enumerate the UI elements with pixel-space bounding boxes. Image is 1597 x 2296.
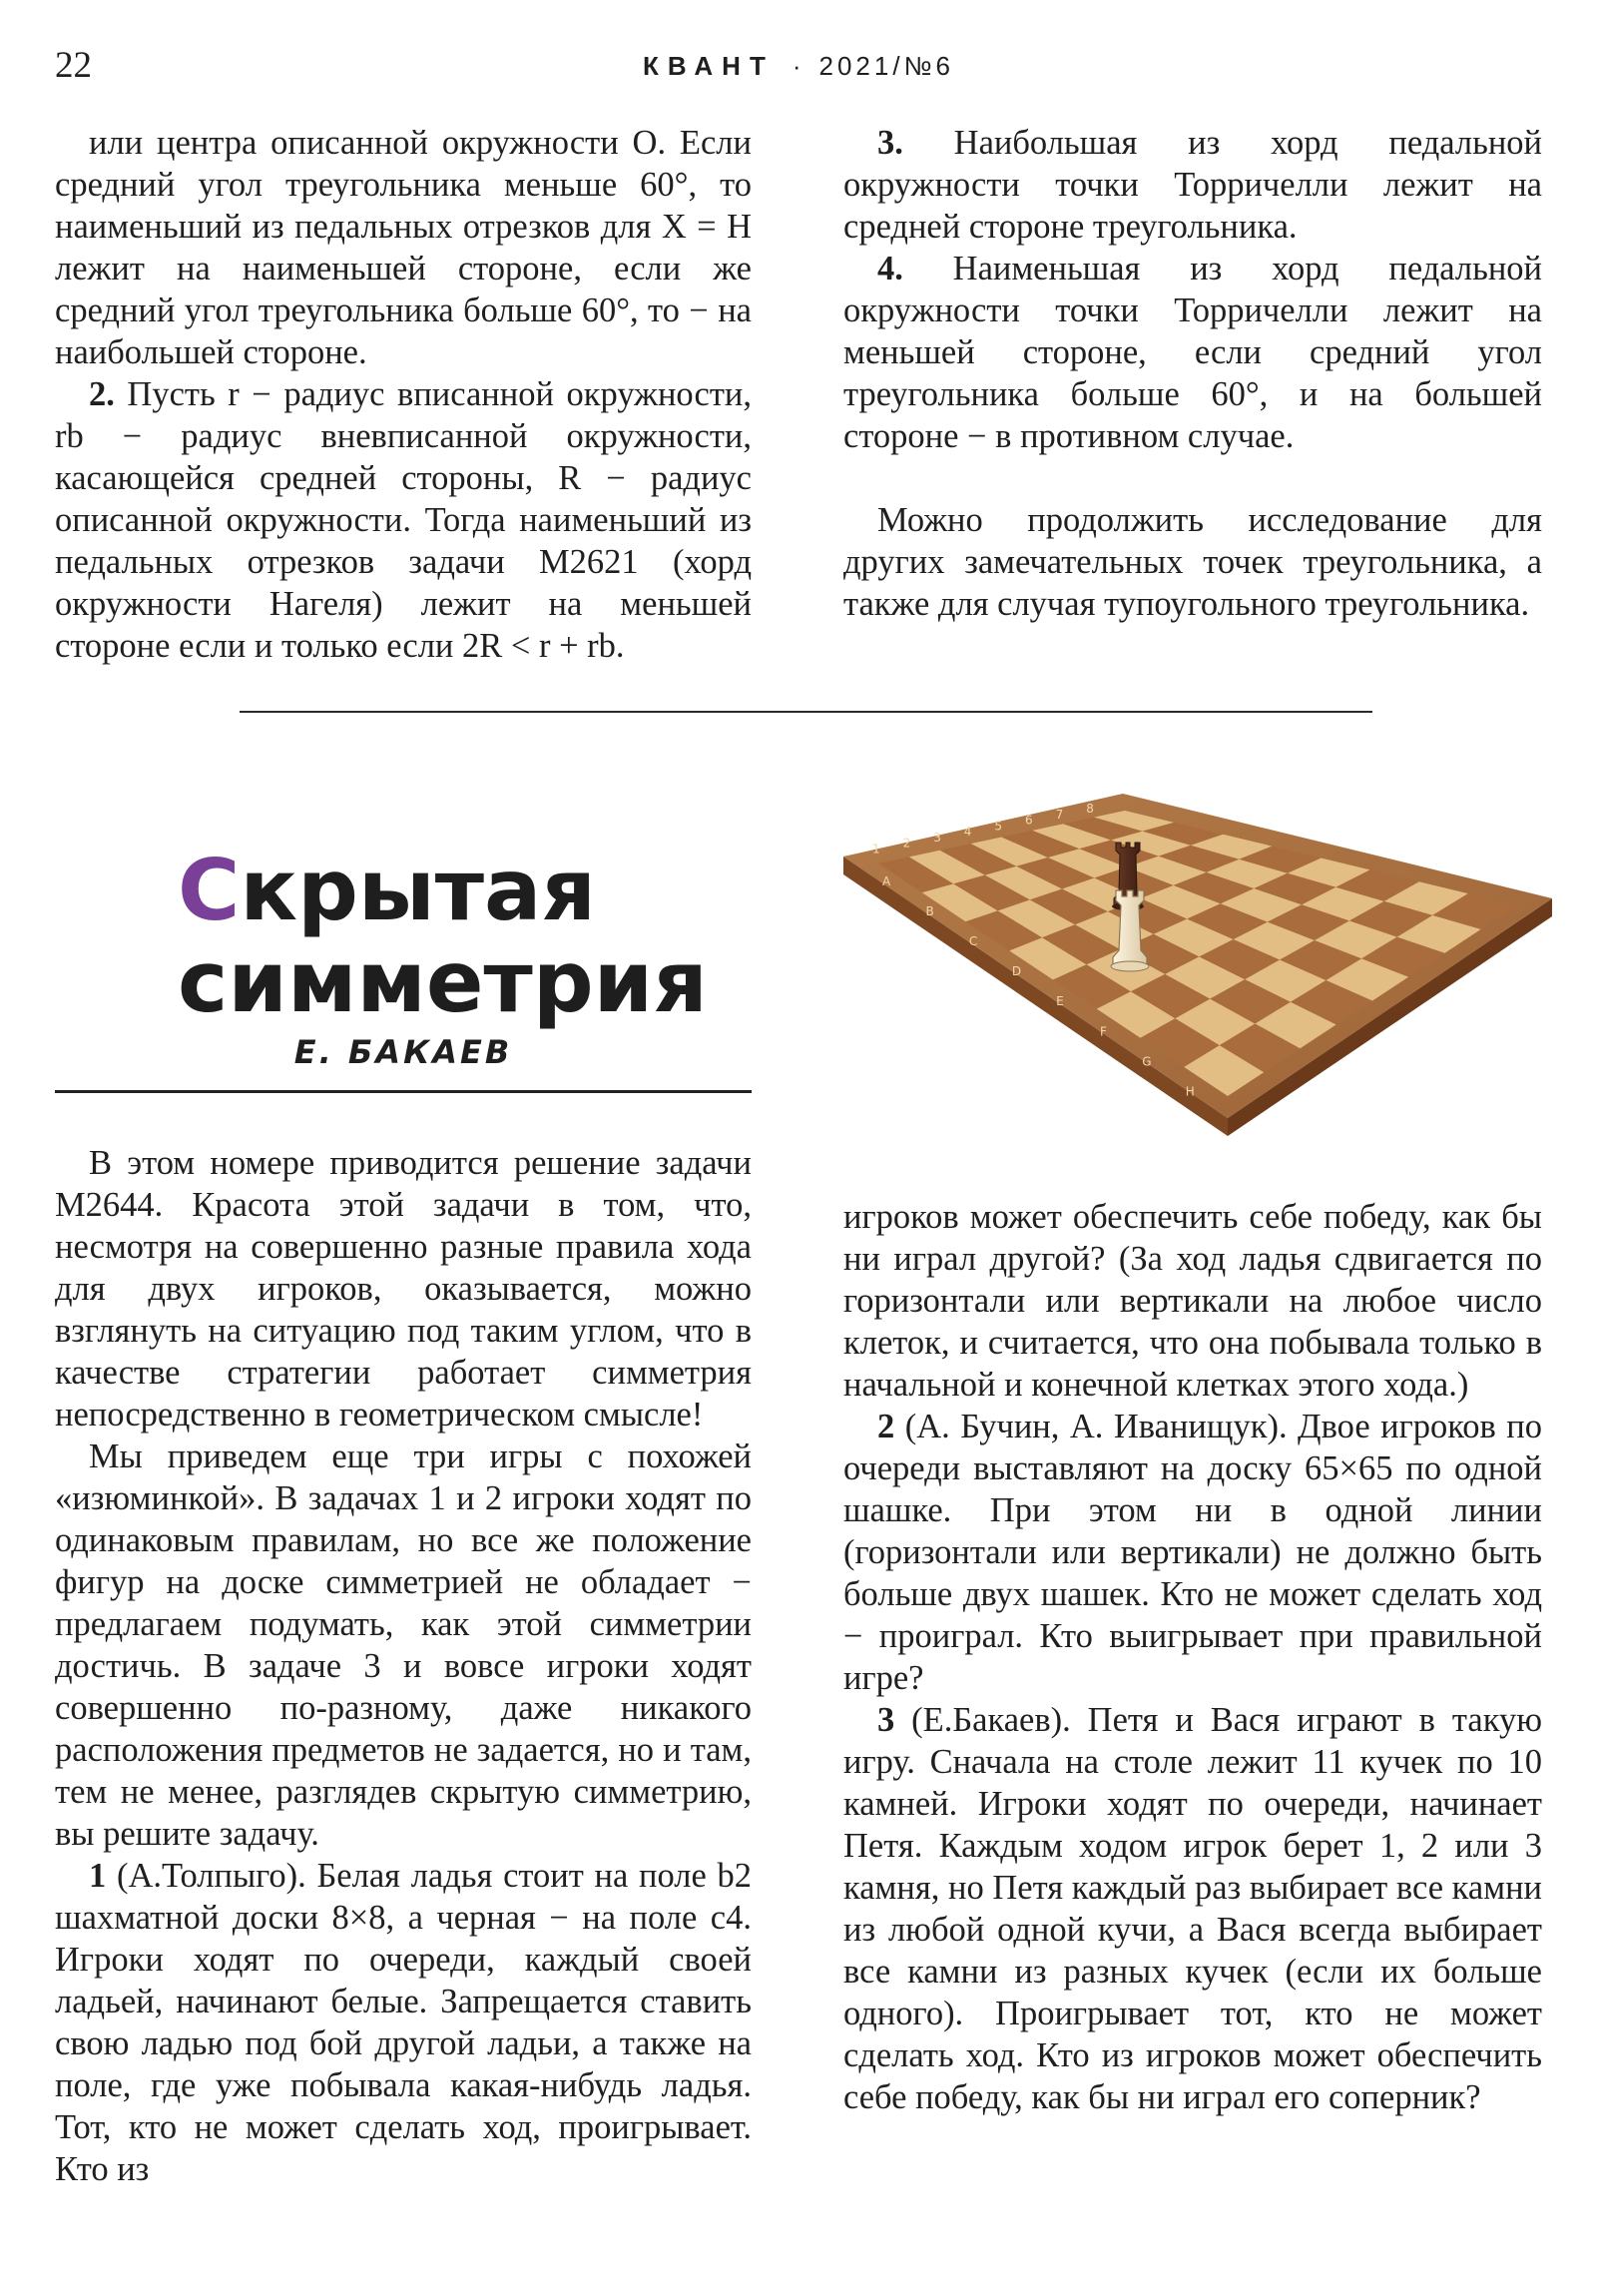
file-label: C — [968, 934, 978, 949]
article-column-left — [55, 1142, 752, 2190]
title-line-1: крытая — [240, 841, 596, 940]
running-header — [0, 44, 1597, 88]
previous-article-column-right — [843, 122, 1542, 625]
chessboard-image — [838, 789, 1557, 1168]
item-number: 2. — [89, 375, 115, 413]
file-label: D — [1011, 964, 1022, 979]
paragraph: или центра описанной окружности O. Если средний угол треугольника меньше 60°, то наименьший из педальных отрезков для X = H лежит на наименьшей стороне, если же средний угол треугольника больше 60°, то − на наибольшей стороне. — [55, 124, 752, 371]
section-divider — [240, 711, 1372, 713]
title-line-2: симметрия — [178, 932, 708, 1032]
paragraph-text: Пусть r − радиус вписанной окружности, rb − радиус вневписанной окружности, касающейся средней стороны, R − радиус описанной окружности. Тогда наименьший из педальных отрезков задачи М2621 (хорд окружности Нагеля) лежит на меньшей стороне если и только если 2R < r + rb. — [55, 375, 752, 665]
paragraph-text: Наибольшая из хорд педальной окружности точки Торричелли лежит на средней стороне треугольника. — [843, 124, 1542, 246]
page-number: 22 — [55, 45, 92, 86]
file-label: E — [1056, 994, 1064, 1009]
journal-issue-line — [0, 48, 1597, 84]
item-number: 4. — [877, 250, 903, 287]
rank-label: 2 — [902, 836, 911, 851]
paragraph-text: (А.Толпыго). Белая ладья стоит на поле b2 шахматной доски 8×8, а черная − на поле c4. Игроки ходят по очереди, каждый своей ладьей, начинают белые. Запрещается ставить свою ладью под бой другой ладьи, а также на поле, где уже побывала какая-нибудь ладья. Тот, кто не может сделать ход, проигрывает. Кто из — [55, 1857, 752, 2188]
paragraph — [843, 1699, 1542, 2118]
item-number: 3. — [877, 124, 903, 162]
article-author: Е. БАКАЕВ — [293, 1033, 513, 1071]
problem-number: 2 — [877, 1408, 895, 1445]
issue-label: 2021/№6 — [818, 51, 954, 81]
paragraph — [843, 122, 1542, 248]
rank-label: 5 — [994, 819, 1003, 834]
rank-label: 4 — [963, 825, 972, 840]
paragraph-text: Наименьшая из хорд педальной окружности точки Торричелли лежит на меньшей стороне, если средний угол треугольника больше 60°, и на большей стороне − в противном случае. — [843, 250, 1542, 455]
author-underline — [55, 1090, 752, 1093]
rank-label: 8 — [1086, 802, 1094, 817]
rank-label: 6 — [1025, 813, 1033, 828]
problem-number: 1 — [89, 1857, 107, 1895]
rank-label: 7 — [1055, 807, 1064, 822]
paragraph: Можно продолжить исследование для других замечательных точек треугольника, а также для случая тупоугольного треугольника. — [843, 501, 1542, 623]
paragraph — [55, 1855, 752, 2190]
paragraph — [843, 248, 1542, 457]
paragraph: Мы приведем еще три игры с похожей «изюминкой». В задачах 1 и 2 игроки ходят по одинаковым правилам, но все же положение фигур на доске симметрией не обладает − предлагаем подумать, как этой симметрии достичь. В задаче 3 и вовсе игроки ходят совершенно по-разному, даже никакого расположения предметов не задается, но и там, тем не менее, разглядев скрытую симметрию, вы решите задачу. — [55, 1437, 752, 1853]
file-label: F — [1099, 1024, 1107, 1039]
header-separator: · — [792, 51, 801, 81]
paragraph-text: (Е.Бакаев). Петя и Вася играют в такую игру. Сначала на столе лежит 11 кучек по 10 камней. Игроки ходят по очереди, начинает Петя. Каждым ходом игрок берет 1, 2 или 3 камня, но Петя каждый раз выбирает все камни из любой одной кучи, а Вася всегда выбирает все камни из разных кучек (если их больше одного). Проигрывает тот, кто не может сделать ход. Кто из игроков может обеспечить себе победу, как бы ни играл его соперник? — [843, 1701, 1542, 2116]
problem-number: 3 — [877, 1701, 895, 1739]
file-label: B — [925, 904, 934, 919]
title-initial: С — [178, 841, 241, 940]
board — [843, 794, 1552, 1136]
paragraph — [843, 1406, 1542, 1699]
paragraph-text: (А. Бучин, А. Иванищук). Двое игроков по очереди выставляют на доску 65×65 по одной шашке. При этом ни в одной линии (горизонтали или вертикали) не должно быть больше двух шашек. Кто не может сделать ход − проиграл. Кто выигрывает при правильной игре? — [843, 1408, 1542, 1697]
paragraph: игроков может обеспечить себе победу, как бы ни играл другой? (За ход ладья сдвигается по горизонтали или вертикали на любое число клеток, и считается, что она побывала только в начальной и конечной клетках этого хода.) — [843, 1198, 1542, 1404]
file-label: H — [1185, 1084, 1195, 1099]
chessboard-illustration — [838, 789, 1557, 1168]
previous-article-column-left — [55, 122, 752, 667]
rank-label: 1 — [871, 842, 880, 857]
paragraph — [55, 373, 752, 667]
paragraph: В этом номере приводится решение задачи М2644. Красота этой задачи в том, что, несмотря на совершенно разные правила хода для двух игроков, оказывается, можно взглянуть на ситуацию под таким углом, что в качестве стратегии работает симметрия непосредственно в геометрическом смысле! — [55, 1144, 752, 1434]
file-label: A — [882, 873, 891, 888]
article-column-right — [843, 1196, 1542, 2118]
journal-name: КВАНТ — [643, 51, 775, 81]
rank-label: 3 — [933, 830, 941, 845]
file-label: G — [1142, 1054, 1152, 1069]
article-title — [178, 841, 737, 1032]
